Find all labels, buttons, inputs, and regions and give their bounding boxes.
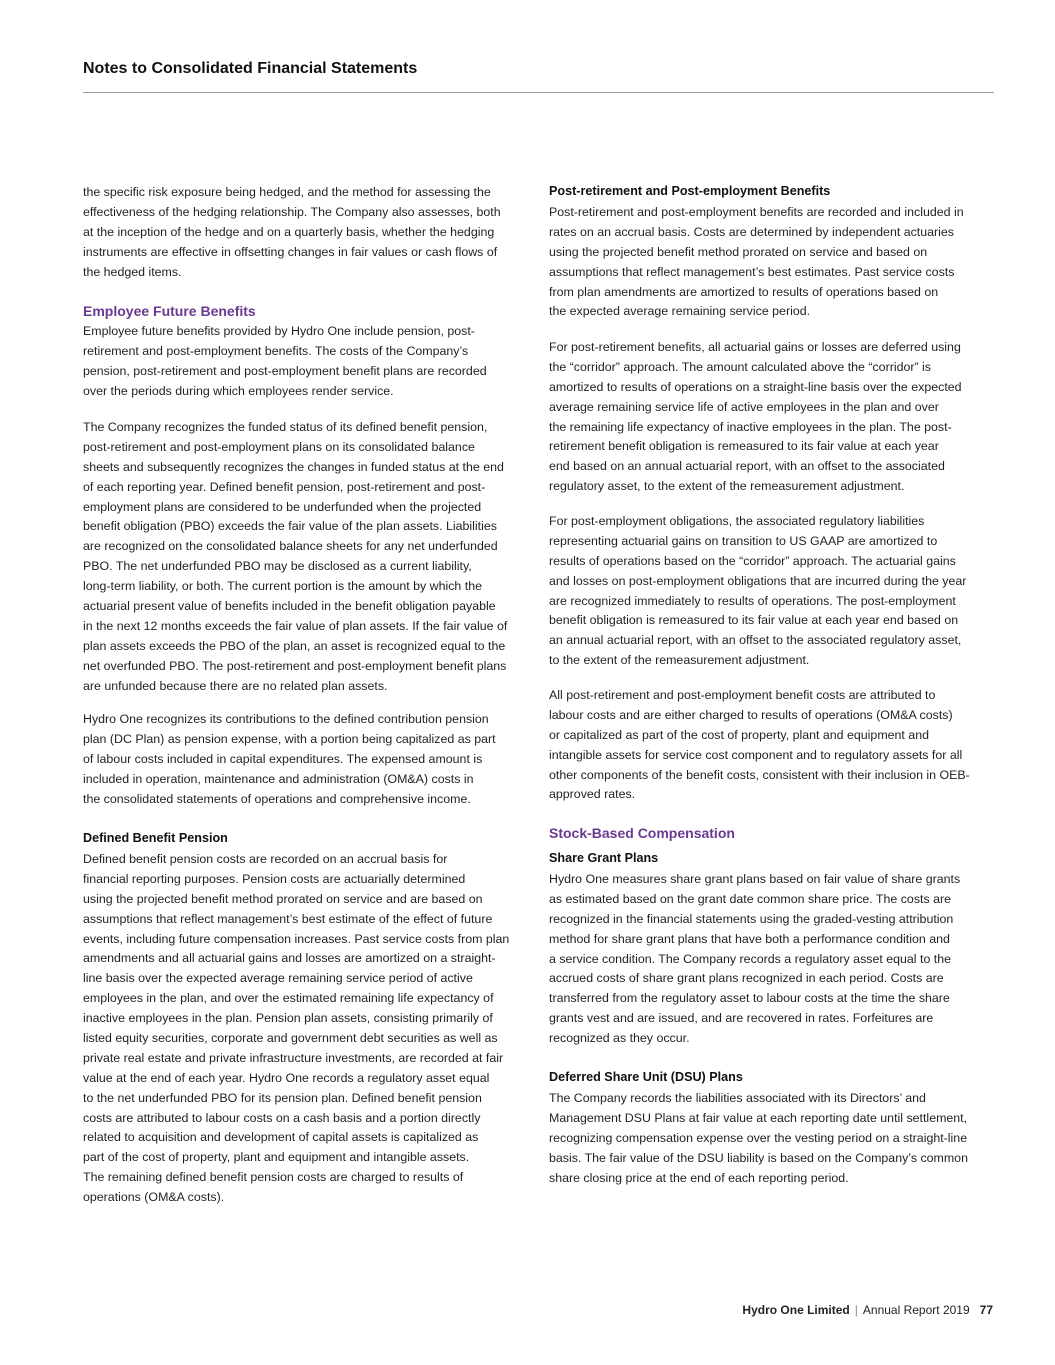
text-line: regulatory asset, to the extent of the remeasurement adjustment. <box>549 479 905 494</box>
header-divider <box>83 92 994 93</box>
text-line: plan (DC Plan) as pension expense, with a portion being capitalized as part <box>83 731 496 746</box>
text-line: For post-employment obligations, the associated regulatory liabilities <box>549 514 925 528</box>
text-line: accrued costs of share grant plans recognized in each period. Costs are <box>549 971 944 986</box>
text-line: the hedged items. <box>83 264 182 279</box>
text-line: the expected average remaining service period. <box>549 304 811 319</box>
page-number: 77 <box>979 1303 993 1317</box>
text-line: included in operation, maintenance and administration (OM&A) costs in <box>83 771 474 786</box>
text-line: of each reporting year. Defined benefit pension, post-retirement and post- <box>83 479 486 494</box>
text-line: are recognized immediately to results of operations. The post-employment <box>549 593 956 608</box>
text-line: or capitalized as part of the cost of property, plant and equipment and <box>549 727 929 742</box>
text-line: net overfunded PBO. The post-retirement and post-employment benefit plans <box>83 658 507 673</box>
text-line: listed equity securities, corporate and government debt securities as well as <box>83 1031 498 1046</box>
text-line: actuarial present value of benefits included in the benefit obligation payable <box>83 599 496 614</box>
text-line: part of the cost of property, plant and equipment and intangible assets. <box>83 1150 470 1165</box>
paragraph-post-employment <box>549 512 966 671</box>
text-line: financial reporting purposes. Pension costs are actuarially determined <box>83 871 466 886</box>
text-line: instruments are effective in offsetting changes in fair values or cash flows of <box>83 244 498 259</box>
text-line: inactive employees in the plan. Pension plan assets, consisting primarily of <box>83 1011 493 1026</box>
text-line: value at the end of each year. Hydro One records a regulatory asset equal <box>83 1070 490 1085</box>
text-line: recognized in the financial statements using the graded-vesting attribution <box>549 911 954 926</box>
text-line: a service condition. The Company records a regulatory asset equal to the <box>549 951 951 966</box>
text-line: costs are attributed to labour costs on a cash basis and a portion directly <box>83 1110 481 1125</box>
text-line: line basis over the expected average remaining service period of active <box>83 971 473 986</box>
text-line: the consolidated statements of operations and comprehensive income. <box>83 791 471 806</box>
text-line: assumptions that reflect management’s best estimate of the effect of future <box>83 911 493 926</box>
footer-company: Hydro One Limited <box>742 1303 850 1317</box>
text-line: Defined benefit pension costs are recorded on an accrual basis for <box>83 852 448 866</box>
text-line: to the extent of the remeasurement adjustment. <box>549 653 810 668</box>
subheading-defined-benefit-pension: Defined Benefit Pension <box>83 831 228 845</box>
paragraph-defined-benefit-pension <box>83 850 509 1208</box>
text-line: recognized as they occur. <box>549 1031 690 1046</box>
text-line: assumptions that reflect management’s best estimates. Past service costs <box>549 264 955 279</box>
text-line: results of operations based on the “corridor” approach. The actuarial gains <box>549 553 956 568</box>
paragraph-efb-intro <box>83 322 487 402</box>
text-line: share closing price at the end of each reporting period. <box>549 1170 849 1185</box>
section-heading-employee-future-benefits: Employee Future Benefits <box>83 303 256 319</box>
text-line: amendments and all actuarial gains and losses are amortized on a straight- <box>83 951 496 966</box>
text-line: grants vest and are issued, and are recovered in rates. Forfeitures are <box>549 1011 934 1026</box>
text-line: sheets and subsequently recognizes the changes in funded status at the end <box>83 459 504 474</box>
text-line: effectiveness of the hedging relationship. The Company also assesses, both <box>83 204 501 219</box>
text-line: transferred from the regulatory asset to labour costs at the time the share <box>549 991 950 1006</box>
text-line: representing actuarial gains on transition to US GAAP are amortized to <box>549 533 938 548</box>
text-line: the remaining life expectancy of inactive employees in the plan. The post- <box>549 419 952 434</box>
text-line: All post-retirement and post-employment benefit costs are attributed to <box>549 688 936 702</box>
section-heading-stock-based-compensation: Stock-Based Compensation <box>549 825 735 841</box>
text-line: from plan amendments are amortized to results of operations based on <box>549 284 939 299</box>
paragraph-hedging <box>83 183 501 282</box>
text-line: as estimated based on the grant date common share price. The costs are <box>549 891 951 906</box>
text-line: operations (OM&A costs). <box>83 1190 225 1205</box>
text-line: average remaining service life of active employees in the plan and over <box>549 399 939 414</box>
paragraph-corridor <box>549 338 962 497</box>
text-line: amortized to results of operations on a straight-line basis over the expected <box>549 379 962 394</box>
text-line: intangible assets for service cost component and to regulatory assets for all <box>549 747 963 762</box>
text-line: method for share grant plans that have both a performance condition and <box>549 931 950 946</box>
text-line: other components of the benefit costs, consistent with their inclusion in OEB- <box>549 767 970 782</box>
text-line: Management DSU Plans at fair value at each reporting date until settlement, <box>549 1110 968 1125</box>
text-line: PBO. The net underfunded PBO may be disclosed as a current liability, <box>83 559 472 574</box>
text-line: using the projected benefit method prorated on service and are based on <box>83 891 483 906</box>
subheading-share-grant-plans: Share Grant Plans <box>549 851 659 865</box>
text-line: to the net underfunded PBO for its pension plan. Defined benefit pension <box>83 1090 482 1105</box>
text-line: The remaining defined benefit pension costs are charged to results of <box>83 1170 464 1185</box>
text-line: Hydro One recognizes its contributions to the defined contribution pension <box>83 712 489 726</box>
text-line: related to acquisition and development of capital assets is capitalized as <box>83 1130 479 1145</box>
text-line: long-term liability, or both. The current portion is the amount by which the <box>83 579 482 594</box>
paragraph-share-grant-plans <box>549 870 960 1049</box>
page-footer <box>742 1303 993 1317</box>
text-line: the “corridor” approach. The amount calculated above the “corridor” is <box>549 359 932 374</box>
text-line: Employee future benefits provided by Hydro One include pension, post- <box>83 324 475 338</box>
text-line: retirement and post-employment benefits. The costs of the Company’s <box>83 343 469 358</box>
paragraph-dc-plan <box>83 710 496 809</box>
text-line: labour costs and are either charged to results of operations (OM&A costs) <box>549 707 953 722</box>
text-line: events, including future compensation increases. Past service costs from plan <box>83 931 510 946</box>
subheading-dsu-plans: Deferred Share Unit (DSU) Plans <box>549 1070 743 1084</box>
text-line: an annual actuarial report, with an offset to the associated regulatory asset, <box>549 633 962 648</box>
text-line: end based on an annual actuarial report, with an offset to the associated <box>549 459 945 474</box>
text-line: benefit obligation (PBO) exceeds the fair value of the plan assets. Liabilities <box>83 519 497 534</box>
footer-separator: | <box>854 1303 858 1317</box>
text-line: Post-retirement and post-employment benefits are recorded and included in <box>549 205 964 219</box>
text-line: rates on an accrual basis. Costs are determined by independent actuaries <box>549 224 954 239</box>
text-line: are unfunded because there are no related plan assets. <box>83 678 388 693</box>
text-line: over the periods during which employees render service. <box>83 383 394 398</box>
text-line: plan assets exceeds the PBO of the plan, an asset is recognized equal to the <box>83 638 506 653</box>
text-line: retirement benefit obligation is remeasured to its fair value at each year <box>549 439 939 454</box>
text-line: The Company records the liabilities associated with its Directors’ and <box>549 1091 926 1105</box>
text-line: at the inception of the hedge and on a quarterly basis, whether the hedging <box>83 224 495 239</box>
text-line: recognizing compensation expense over the vesting period on a straight-line <box>549 1130 968 1145</box>
paragraph-post-retirement-intro <box>549 203 964 322</box>
text-line: using the projected benefit method prorated on service and based on <box>549 244 928 259</box>
text-line: benefit obligation is remeasured to its fair value at each year end based on <box>549 613 959 628</box>
subheading-post-retirement: Post-retirement and Post-employment Benefits <box>549 184 831 198</box>
text-line: employees in the plan, and over the estimated remaining life expectancy of <box>83 991 494 1006</box>
text-line: The Company recognizes the funded status of its defined benefit pension, <box>83 420 488 434</box>
text-line: in the next 12 months exceeds the fair value of plan assets. If the fair value of <box>83 618 508 633</box>
text-line: the specific risk exposure being hedged, and the method for assessing the <box>83 185 491 199</box>
text-line: For post-retirement benefits, all actuarial gains or losses are deferred using <box>549 340 961 354</box>
text-line: pension, post-retirement and post-employment benefit plans are recorded <box>83 363 487 378</box>
paragraph-funded-status <box>83 418 507 696</box>
text-line: employment plans are considered to be underfunded when the projected <box>83 499 482 514</box>
text-line: are recognized on the consolidated balance sheets for any net underfunded <box>83 539 498 554</box>
text-line: Hydro One measures share grant plans based on fair value of share grants <box>549 872 961 886</box>
text-line: approved rates. <box>549 787 636 802</box>
page-title: Notes to Consolidated Financial Statements <box>83 60 418 77</box>
text-line: post-retirement and post-employment plans on its consolidated balance <box>83 439 475 454</box>
paragraph-dsu-plans <box>549 1089 968 1188</box>
text-line: private real estate and private infrastructure investments, are recorded at fair <box>83 1050 504 1065</box>
text-line: of labour costs included in capital expenditures. The expensed amount is <box>83 751 483 766</box>
paragraph-cost-attribution <box>549 686 970 805</box>
text-line: and losses on post-employment obligations that are incurred during the year <box>549 573 967 588</box>
text-line: basis. The fair value of the DSU liability is based on the Company’s common <box>549 1150 968 1165</box>
footer-report: Annual Report 2019 <box>862 1303 970 1317</box>
